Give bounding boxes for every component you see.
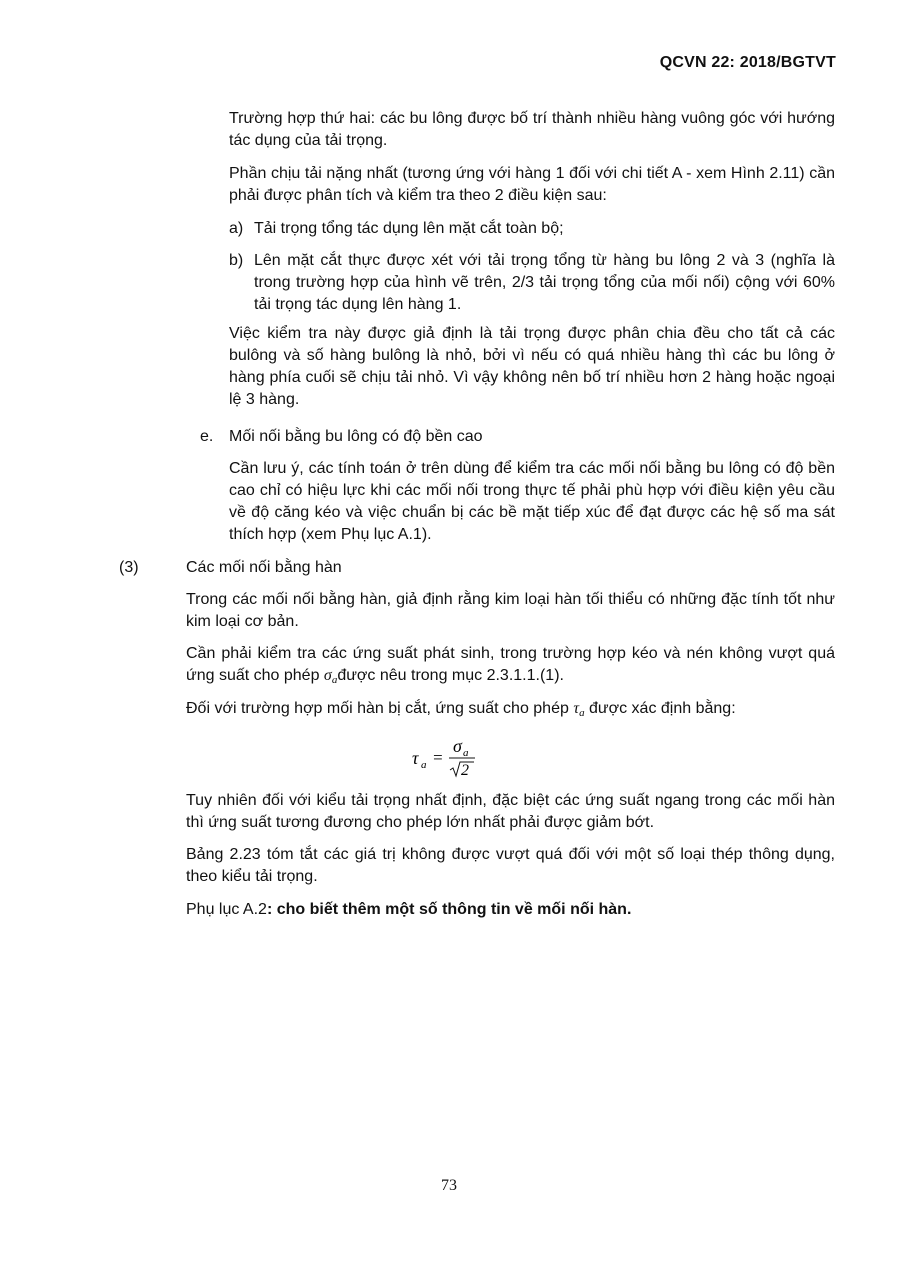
text-run: được xác định bằng: [584,700,736,717]
list-item [229,218,835,240]
formula-lhs-sub: a [421,759,427,771]
list-marker: a) [229,220,244,237]
section-number: (3) [119,559,139,576]
paragraph-check-stresses [186,643,835,687]
text-run: Cần phải kiểm tra các ứng suất phát sinh, trong trường hợp kéo và nén không vượt quá ứng suất cho phép [186,645,835,684]
list-item-text: Lên mặt cắt thực được xét với tải trọng tổng từ hàng bu lông 2 và 3 (nghĩa là trong trường hợp của hình vẽ trên, 2/3 tải trọng tổng của mối nối) cộng với 60% tải trọng tác dụng lên hàng 1. [254,252,835,313]
shear-stress-formula [408,736,508,786]
page-number: 73 [441,1177,457,1194]
paragraph-appendix-ref [186,899,835,921]
paragraph-weld-metal: Trong các mối nối bằng hàn, giả định rằng kim loại hàn tối thiểu có những đặc tính tốt như kim loại cơ bản. [186,591,835,630]
paragraph-check-assumption: Việc kiểm tra này được giả định là tải trọng được phân chia đều cho tất cả các bulông và số hàng bulông là nhỏ, bởi vì nếu có quá nhiều hàng thì các bu lông ở hàng phía cuối sẽ chịu tải nhỏ. Vì vậy không nên bố trí nhiều hơn 2 hàng hoặc ngoại lệ 3 hàng. [229,325,835,408]
paragraph-load-types: Tuy nhiên đối với kiểu tải trọng nhất định, đặc biệt các ứng suất ngang trong các mối hàn thì ứng suất tương đương cho phép lớn nhất phải được giảm bớt. [186,792,835,831]
appendix-link-text: Phụ lục A.2 [186,901,267,918]
subsection-marker: e. [200,428,214,445]
text-run: Đối với trường hợp mối hàn bị cắt, ứng suất cho phép [186,700,574,717]
formula-equals: = [432,748,444,767]
tau-a-symbol: $\tau_a$ [573,700,585,719]
formula-denominator: 2 [461,762,469,779]
subsection-title: Mối nối bằng bu lông có độ bền cao [229,428,483,445]
text-run: : cho biết thêm một số thông tin về mối nối hàn. [266,901,632,918]
paragraph-shear-case [186,698,835,720]
paragraph-table-summary: Bảng 2.23 tóm tắt các giá trị không được vượt quá đối với một số loại thép thông dụng, theo kiểu tải trọng. [186,846,835,885]
formula-graphic [408,736,508,780]
list-item [229,250,835,316]
document-code-header: QCVN 22: 2018/BGTVT [659,54,836,71]
paragraph-heaviest-part: Phần chịu tải nặng nhất (tương ứng với hàng 1 đối với chi tiết A - xem Hình 2.11) cần phải được phân tích và kiểm tra theo 2 điều kiện sau: [229,165,835,204]
paragraph-case-two: Trường hợp thứ hai: các bu lông được bố trí thành nhiều hàng vuông góc với hướng tác dụng của tải trọng. [229,110,835,149]
formula-numerator: σ [453,736,462,756]
section-title: Các mối nối bằng hàn [186,559,342,576]
text-run: được nêu trong mục 2.3.1.1.(1). [337,667,564,684]
sigma-a-symbol: $\sigma_a$ [323,667,338,686]
formula-numerator-sub: a [463,747,469,759]
list-item-text: Tải trọng tổng tác dụng lên mặt cắt toàn bộ; [254,220,564,237]
list-marker: b) [229,252,244,269]
formula-lhs: τ [412,748,419,768]
paragraph-high-strength-note: Cần lưu ý, các tính toán ở trên dùng để kiểm tra các mối nối bằng bu lông có độ bền cao chỉ có hiệu lực khi các mối nối trong thực tế phải phù hợp với điều kiện yêu cầu về độ căng kéo và việc chuẩn bị các bề mặt tiếp xúc để đạt được các hệ số ma sát thích hợp (xem Phụ lục A.1). [229,460,835,543]
